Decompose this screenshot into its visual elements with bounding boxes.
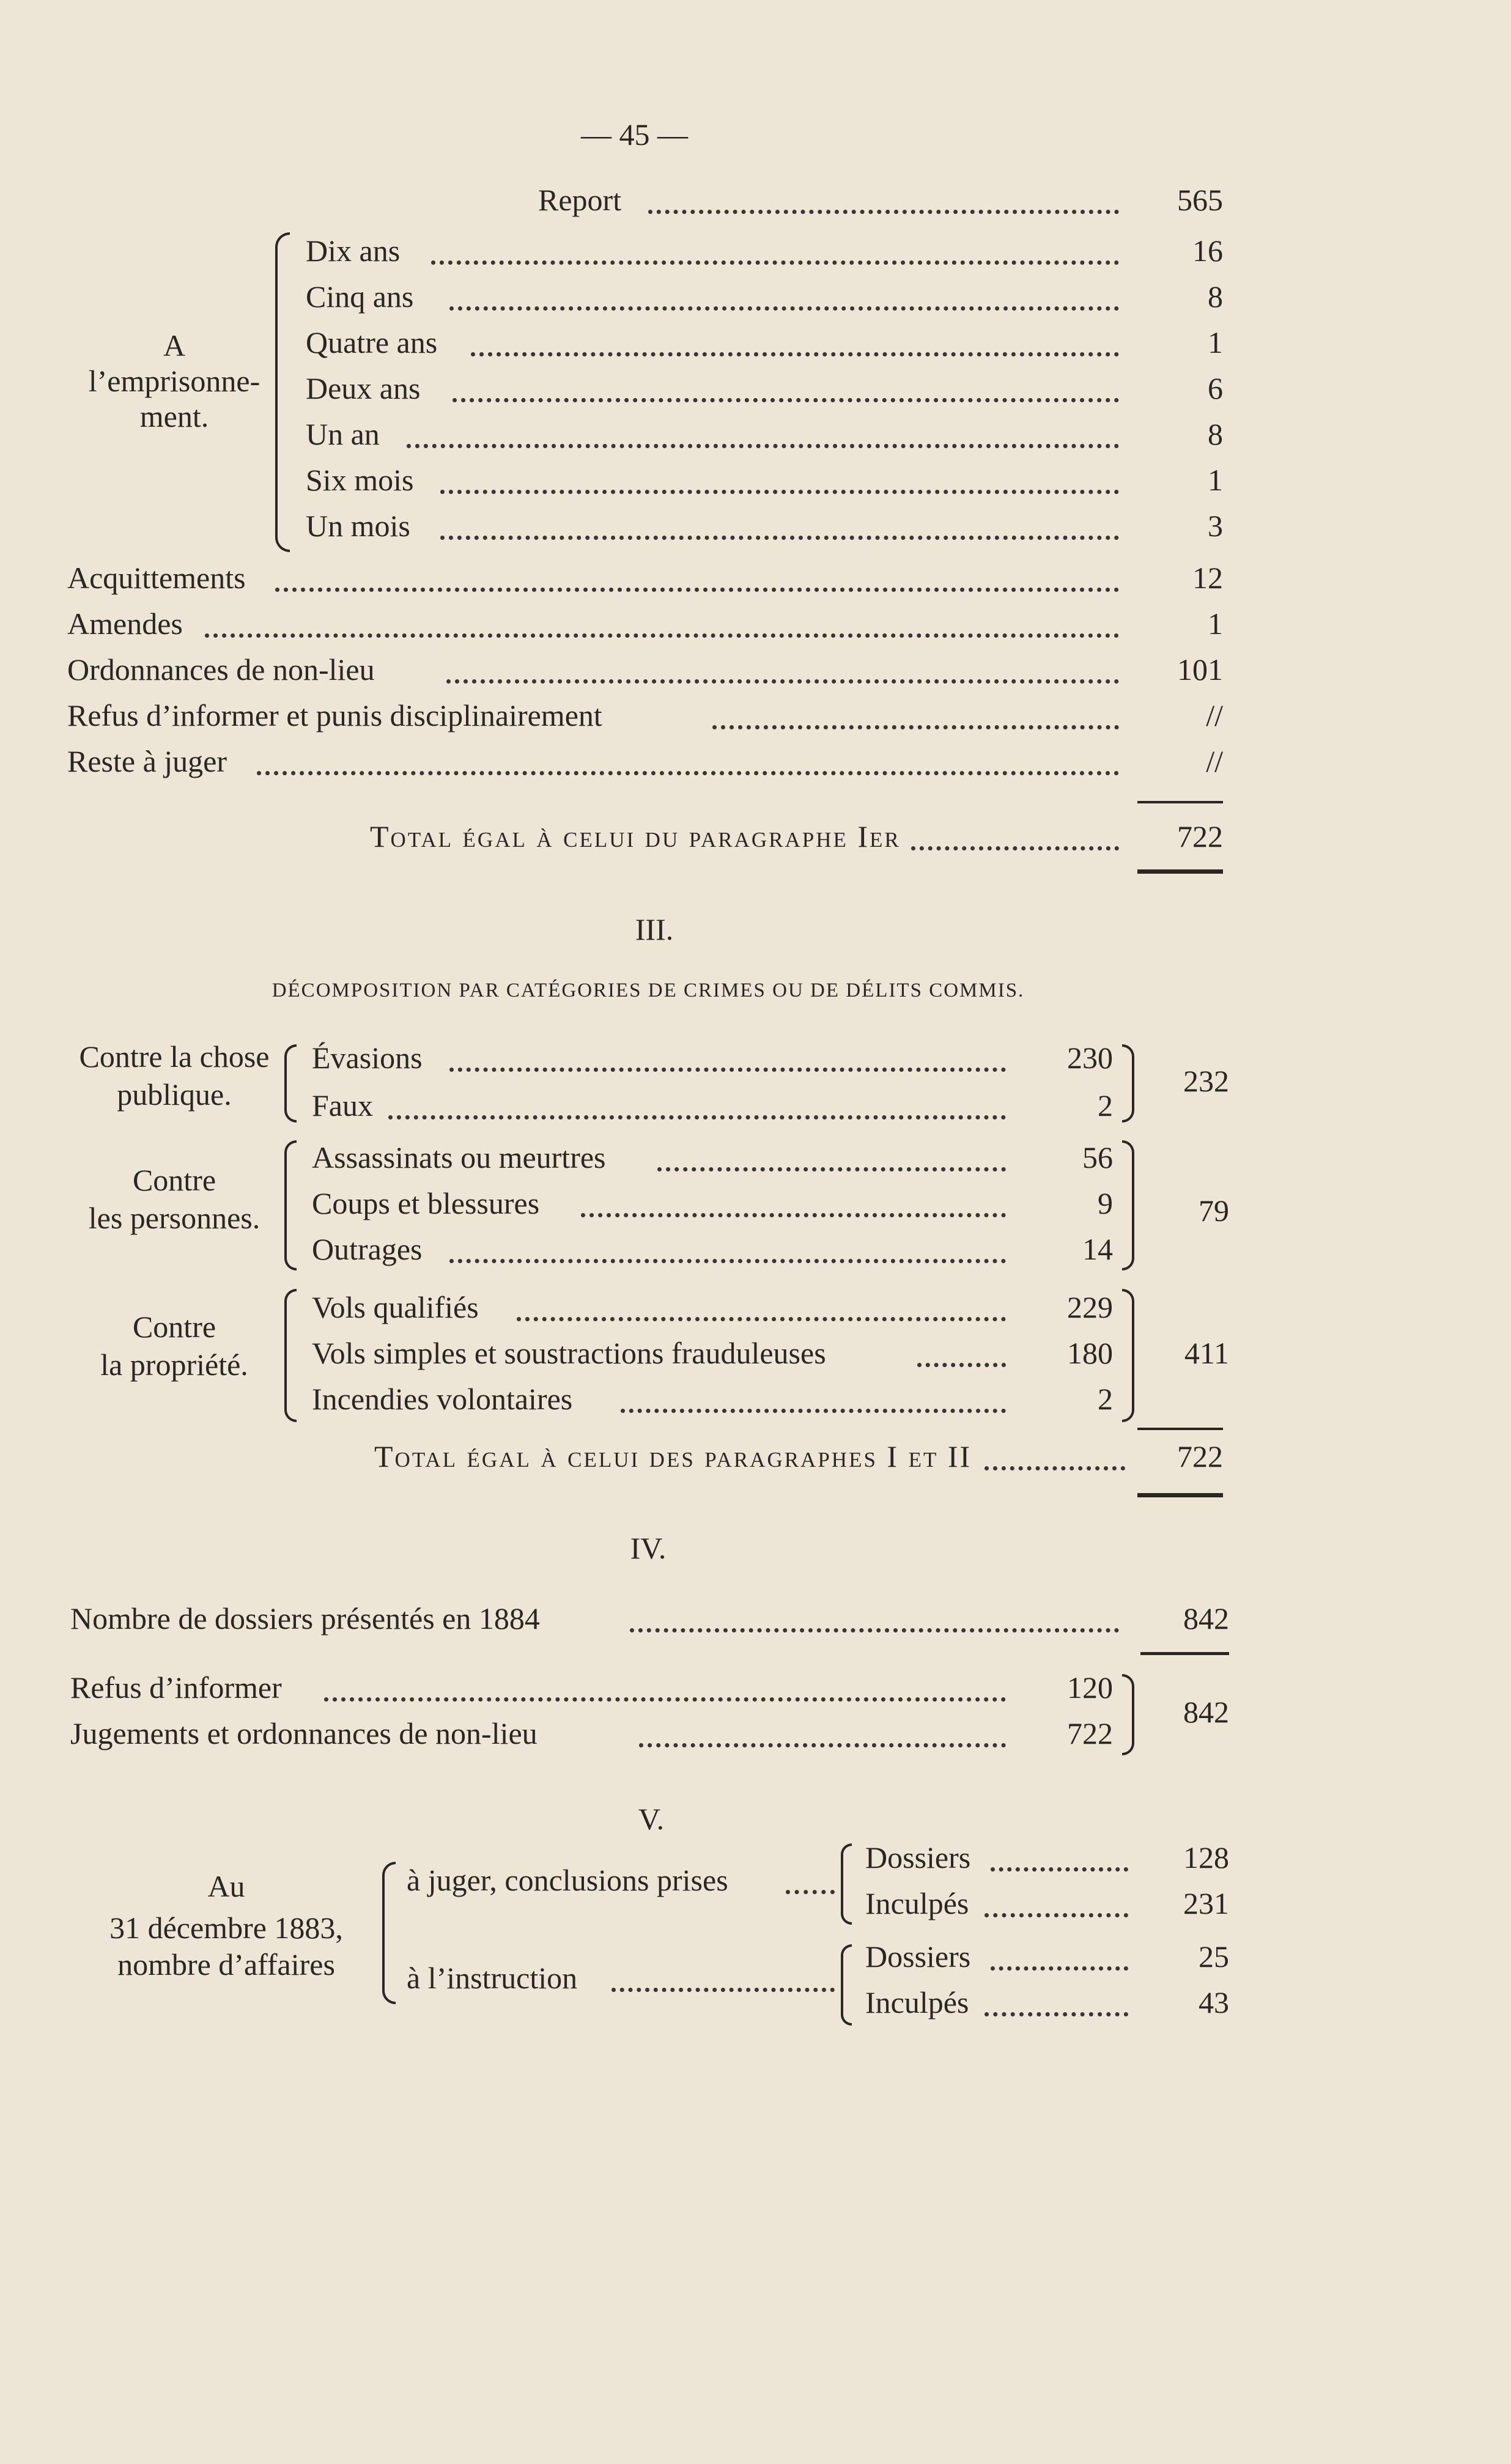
section5-label: Au 31 décembre 1883, nombre d’affaires	[109, 1869, 343, 1982]
section5-item-label: Inculpés	[865, 1886, 969, 1920]
group-item-label: Vols qualifiés	[312, 1290, 479, 1324]
group-item-label: Vols simples et soustractions frauduleuses	[312, 1336, 826, 1370]
group-label-personnes: Contre les personnes.	[88, 1163, 260, 1235]
nombre-leader	[630, 1625, 1119, 1632]
group-item-value: 56	[1082, 1140, 1113, 1175]
section3-total-value: 722	[1177, 1439, 1223, 1474]
row-value: 101	[1177, 652, 1223, 687]
group-brace-right	[1122, 1044, 1134, 1123]
section3-total-label: Total égal à celui des paragraphes I et II	[374, 1439, 972, 1474]
total-rule-top	[1137, 801, 1223, 803]
emprisonnement-label: A l’emprisonne- ment.	[88, 328, 260, 433]
list-item-label: Un an	[306, 417, 380, 451]
section4-brace	[1122, 1674, 1134, 1755]
group-brace-left	[284, 1289, 297, 1422]
section5-item-leader	[985, 1909, 1128, 1917]
list-item-leader	[440, 532, 1119, 540]
group-item-label: Faux	[312, 1088, 373, 1123]
section4-item-value: 722	[1067, 1716, 1113, 1750]
group-brace-right	[1122, 1140, 1134, 1271]
group-item-label: Coups et blessures	[312, 1186, 540, 1220]
group-item-label: Outrages	[312, 1232, 423, 1266]
row-value: //	[1206, 698, 1223, 732]
section2-total-leader	[911, 843, 1119, 850]
report-value: 565	[1177, 183, 1223, 217]
list-item-value: 8	[1208, 417, 1223, 451]
section5-group-label: à l’instruction	[407, 1961, 578, 1995]
section5-brace-left	[382, 1862, 396, 2004]
group-item-leader	[581, 1209, 1006, 1217]
total-rule-bottom	[1137, 869, 1223, 874]
group-item-leader	[917, 1359, 1006, 1367]
row-label: Ordonnances de non-lieu	[67, 652, 375, 687]
group-total: 232	[1183, 1064, 1229, 1098]
row-value: //	[1206, 744, 1223, 778]
group-item-leader	[449, 1064, 1006, 1072]
row-label: Amendes	[67, 607, 183, 641]
section5-subbrace	[841, 1843, 852, 1925]
section5-item-value: 43	[1199, 1985, 1229, 2020]
row-leader	[275, 584, 1119, 592]
group-total: 411	[1184, 1336, 1229, 1370]
row-leader	[712, 721, 1119, 729]
list-item-leader	[431, 257, 1119, 265]
row-value: 12	[1192, 561, 1223, 595]
group-item-value: 2	[1098, 1088, 1113, 1123]
section5-subbrace	[841, 1944, 852, 2026]
section5-item-value: 231	[1183, 1886, 1229, 1920]
nombre-value: 842	[1183, 1601, 1229, 1636]
row-label: Refus d’informer et punis disciplinairement	[67, 698, 602, 732]
group-item-value: 14	[1082, 1232, 1113, 1266]
list-item-leader	[471, 349, 1119, 356]
list-item-leader	[440, 486, 1119, 494]
list-item-leader	[453, 394, 1119, 402]
section4-item-leader	[639, 1739, 1006, 1747]
group-brace-left	[284, 1140, 297, 1271]
list-item-value: 1	[1208, 463, 1223, 497]
nombre-label: Nombre de dossiers présentés en 1884	[70, 1601, 540, 1636]
group-item-label: Évasions	[312, 1041, 423, 1075]
list-item-label: Quatre ans	[306, 325, 438, 360]
group-item-leader	[517, 1313, 1006, 1321]
section5-item-leader	[991, 1864, 1128, 1872]
section5-heading: V.	[638, 1802, 665, 1836]
list-item-label: Un mois	[306, 509, 410, 543]
section2-total-value: 722	[1177, 819, 1223, 854]
section4-item-value: 120	[1067, 1670, 1113, 1705]
list-item-label: Dix ans	[306, 234, 401, 268]
row-leader	[205, 630, 1119, 638]
group-item-value: 229	[1067, 1290, 1113, 1324]
emprisonnement-brace	[275, 232, 290, 552]
section5-item-leader	[985, 2008, 1128, 2016]
row-value: 1	[1208, 607, 1223, 641]
section5-group-label: à juger, conclusions prises	[407, 1863, 728, 1897]
row-label: Reste à juger	[67, 744, 227, 778]
row-leader	[257, 767, 1119, 775]
nombre-rule	[1140, 1652, 1229, 1655]
section5-item-label: Inculpés	[865, 1985, 969, 2020]
section4-item-leader	[324, 1694, 1006, 1702]
group-brace-right	[1122, 1289, 1134, 1422]
group-item-value: 9	[1098, 1186, 1113, 1220]
group-item-leader	[621, 1405, 1006, 1413]
report-leader	[648, 206, 1119, 214]
list-item-value: 8	[1208, 279, 1223, 314]
group-item-leader	[388, 1112, 1006, 1119]
section2-total-label: Total égal à celui du paragraphe Ier	[370, 819, 901, 854]
section4-item-label: Jugements et ordonnances de non-lieu	[70, 1716, 538, 1750]
list-item-value: 1	[1208, 325, 1223, 360]
section5-item-label: Dossiers	[865, 1840, 971, 1875]
section4-heading: IV.	[630, 1531, 667, 1565]
section3-subheading: DÉCOMPOSITION PAR CATÉGORIES DE CRIMES OU DE DÉLITS COMMIS.	[272, 979, 1025, 1001]
list-item-label: Six mois	[306, 463, 414, 497]
section3-heading: III.	[635, 912, 674, 946]
section5-group-leader	[786, 1886, 835, 1894]
list-item-value: 6	[1208, 371, 1223, 405]
total-rule-bottom	[1137, 1493, 1223, 1497]
group-item-label: Incendies volontaires	[312, 1382, 573, 1416]
section5-item-value: 128	[1183, 1840, 1229, 1875]
section5-item-value: 25	[1199, 1939, 1229, 1974]
section3-total-leader	[985, 1463, 1125, 1470]
section5-item-leader	[991, 1963, 1128, 1971]
group-label-propriete: Contre la propriété.	[100, 1310, 248, 1382]
section5-item-label: Dossiers	[865, 1939, 971, 1974]
row-label: Acquittements	[67, 561, 246, 595]
list-item-value: 16	[1192, 234, 1223, 268]
page-number: — 45 —	[581, 117, 688, 152]
group-item-label: Assassinats ou meurtres	[312, 1140, 606, 1175]
group-total: 79	[1199, 1193, 1229, 1228]
list-item-leader	[449, 303, 1119, 311]
group-brace-left	[284, 1044, 297, 1123]
row-leader	[446, 676, 1119, 684]
total-rule-top	[1137, 1428, 1223, 1430]
list-item-label: Deux ans	[306, 371, 421, 405]
group-item-value: 2	[1098, 1382, 1113, 1416]
list-item-leader	[407, 440, 1119, 448]
report-label: Report	[538, 183, 622, 217]
group-item-leader	[449, 1255, 1006, 1263]
group-item-value: 230	[1067, 1041, 1113, 1075]
list-item-label: Cinq ans	[306, 279, 414, 314]
section4-item-label: Refus d’informer	[70, 1670, 282, 1705]
group-item-leader	[657, 1164, 1006, 1171]
section5-group-leader	[611, 1984, 835, 1992]
group-item-value: 180	[1067, 1336, 1113, 1370]
section4-total: 842	[1183, 1695, 1229, 1729]
list-item-value: 3	[1208, 509, 1223, 543]
group-label-chose-publique: Contre la chose publique.	[79, 1039, 270, 1112]
